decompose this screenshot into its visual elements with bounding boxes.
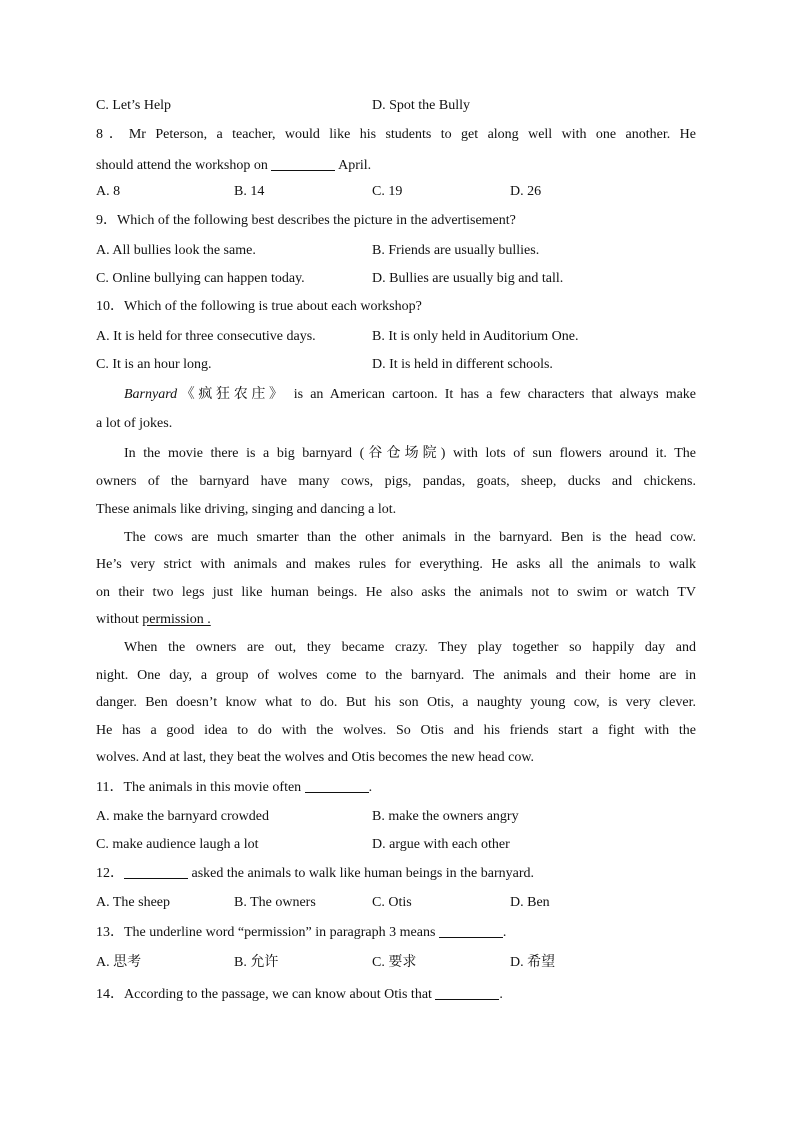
q11-stem-end: .	[368, 780, 373, 795]
q13-option-c-text: 要求	[388, 954, 417, 970]
passage-p4-line4: He has a good idea to do with the wolves. So Otis and his friends start a fight with the	[96, 723, 696, 738]
q11-stem	[96, 778, 372, 797]
passage-p2-line1-a: In the movie there is a big barnyard (	[124, 446, 365, 461]
q8-stem-line1: 8．Mr Peterson, a teacher, would like his students to get along well with one another. He	[96, 127, 696, 142]
passage-p2-line3: These animals like driving, singing and dancing a lot.	[96, 502, 397, 517]
q8-option-d: D. 26	[510, 184, 542, 199]
q10-option-d: D. It is held in different schools.	[372, 357, 553, 372]
barnyard-zh: 谷仓场院	[364, 445, 441, 461]
passage-p1-rest: is an American cartoon. It has a few characters that always make	[293, 387, 697, 402]
q12-number: 12．	[96, 866, 124, 881]
q12-answer-blank	[124, 864, 188, 879]
q9-option-a: A. All bullies look the same.	[96, 243, 256, 258]
q14-answer-blank	[435, 985, 499, 1000]
q13-option-b-text: 允许	[250, 954, 279, 970]
underlined-word-permission: permission .	[142, 612, 211, 627]
passage-p2-line1	[124, 444, 696, 463]
passage-p3-line4	[96, 611, 211, 629]
q8-stem-line2-b: April.	[338, 158, 372, 173]
q8-option-b: B. 14	[234, 184, 265, 199]
q10-stem: 10．Which of the following is true about each workshop?	[96, 299, 422, 314]
q9-option-d: D. Bullies are usually big and tall.	[372, 271, 564, 286]
q9-option-c: C. Online bullying can happen today.	[96, 271, 305, 286]
q12-stem	[96, 864, 534, 883]
passage-p4-line2: night. One day, a group of wolves come to the barnyard. The animals and their home are in	[96, 668, 696, 683]
q13-option-d	[510, 953, 555, 972]
q9-stem: 9．Which of the following best describes the picture in the advertisement?	[96, 213, 516, 228]
q7-option-c: C. Let’s Help	[96, 98, 172, 113]
q13-option-c	[372, 953, 416, 972]
passage-p1-line1	[124, 385, 696, 404]
q13-option-b-letter: B.	[234, 955, 247, 970]
q10-option-a: A. It is held for three consecutive days.	[96, 329, 316, 344]
q13-option-c-letter: C.	[372, 955, 385, 970]
q13-option-a	[96, 953, 141, 972]
q11-option-a: A. make the barnyard crowded	[96, 809, 269, 824]
q12-option-b: B. The owners	[234, 895, 316, 910]
q12-option-d: D. Ben	[510, 895, 550, 910]
q13-option-d-letter: D.	[510, 955, 524, 970]
passage-p2-line2: owners of the barnyard have many cows, pigs, pandas, goats, sheep, ducks and chickens.	[96, 474, 696, 489]
q12-option-a: A. The sheep	[96, 895, 170, 910]
passage-p4-line1: When the owners are out, they became crazy. They play together so happily day and	[124, 640, 696, 655]
passage-p3-line1: The cows are much smarter than the other animals in the barnyard. Ben is the head cow.	[124, 530, 696, 545]
q8-option-a: A. 8	[96, 184, 121, 199]
q8-stem-line2	[96, 156, 371, 175]
passage-p4-line3: danger. Ben doesn’t know what to do. But his son Otis, a naughty young cow, is very clever.	[96, 695, 696, 710]
q7-option-d: D. Spot the Bully	[372, 98, 471, 113]
q14-stem-text: 14．According to the passage, we can know about Otis that	[96, 987, 432, 1002]
movie-title: Barnyard	[124, 387, 178, 402]
passage-p1-line2: a lot of jokes.	[96, 416, 173, 431]
q13-option-d-text: 希望	[527, 954, 556, 970]
q8-answer-blank	[271, 156, 335, 171]
q9-option-b: B. Friends are usually bullies.	[372, 243, 540, 258]
q11-option-d: D. argue with each other	[372, 837, 510, 852]
q10-option-c: C. It is an hour long.	[96, 357, 212, 372]
q13-option-a-letter: A.	[96, 955, 110, 970]
q13-stem-end: .	[502, 925, 507, 940]
q12-option-c: C. Otis	[372, 895, 412, 910]
q10-option-b: B. It is only held in Auditorium One.	[372, 329, 579, 344]
q11-option-c: C. make audience laugh a lot	[96, 837, 259, 852]
q14-stem	[96, 985, 503, 1004]
q14-stem-end: .	[499, 987, 503, 1002]
movie-title-zh: 《疯狂农庄》	[177, 386, 287, 402]
q8-stem-line2-a: should attend the workshop on	[96, 158, 268, 173]
passage-p3-line4-a: without	[96, 612, 139, 627]
q13-option-a-text: 思考	[113, 954, 142, 970]
passage-p3-line2: He’s very strict with animals and makes rules for everything. He asks all the animals to walk	[96, 557, 696, 572]
q12-stem-text: asked the animals to walk like human beings in the barnyard.	[191, 866, 535, 881]
q13-stem	[96, 923, 506, 942]
q13-stem-text: 13．The underline word “permission” in paragraph 3 means	[96, 925, 436, 940]
q11-answer-blank	[305, 778, 369, 793]
q13-option-b	[234, 953, 278, 972]
q8-option-c: C. 19	[372, 184, 403, 199]
passage-p4-line5: wolves. And at last, they beat the wolves and Otis becomes the new head cow.	[96, 750, 535, 765]
q11-option-b: B. make the owners angry	[372, 809, 519, 824]
q13-answer-blank	[439, 923, 503, 938]
q11-stem-text: 11．The animals in this movie often	[96, 780, 302, 795]
passage-p3-line3: on their two legs just like human beings. He also asks the animals not to swim or watch TV	[96, 585, 696, 600]
passage-p2-line1-b: ) with lots of sun flowers around it. The	[440, 446, 697, 461]
